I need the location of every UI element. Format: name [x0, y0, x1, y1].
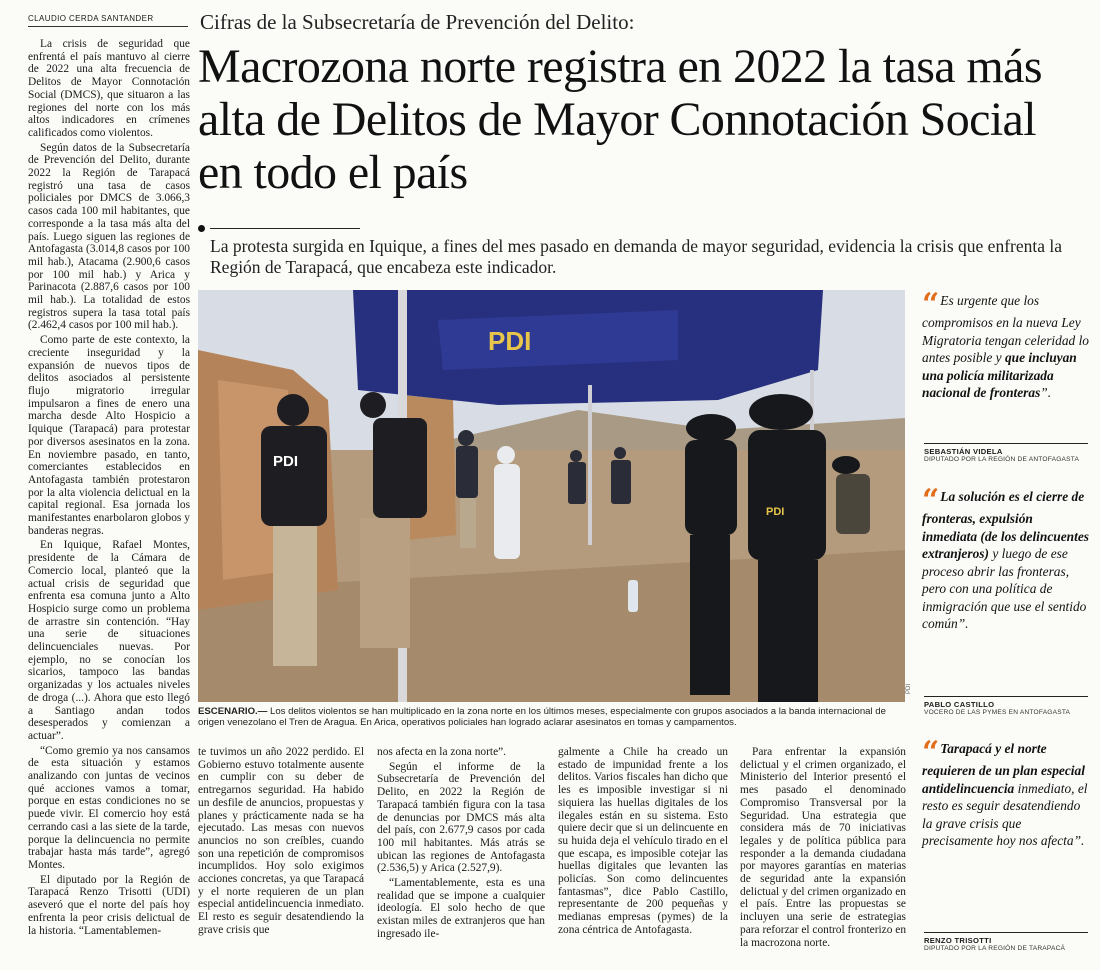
quote-emphasis: Tarapacá y el norte requieren de un plan especial antidelincuencia — [922, 741, 1085, 796]
left-paragraph: Como parte de este contexto, la creciente inseguridad y la expansión de nuevos tipos de delitos asociados al persistente flujo migratorio irregular impulsaron a fines de enero una marcha desde Alto Hospicio a Iquique (Tarapacá) para protestar por diversos asesinatos en la zona. En noviembre pasado, en tanto, comerciantes establecidos en Antofagasta también protestaron por la alta violencia delictual en la capital regional. Esa jornada los manifestantes enarbolaron globos y banderas negras. — [28, 334, 190, 537]
bottom-paragraph: galmente a Chile ha creado un estado de impunidad frente a los delitos. Varios fiscales han dicho que les es imposible investigar si ni siquiera las huellas digitales de los ilegales están en su sistema. Esto quiere decir que si un delincuente en su huida deja el vehículo tirado en el que escapa, es imposible cotejar las huellas digitales que levanten las policías. Son como delincuentes fantasmas”, dice Pablo Castillo, representante de 200 pequeñas y medianas empresas (pymes) de la zona céntrica de Antofagasta. — [558, 746, 728, 936]
author-role: DIPUTADO POR LA REGIÓN DE TARAPACÁ — [924, 945, 1066, 952]
left-paragraph: Según datos de la Subsecretaría de Prevención del Delito, durante 2022 la Región de Tarapacá registró una tasa de casos policiales por DMCS de 3.066,3 casos cada 100 mil habitantes, que corresponde a la tasa más alta del país. Luego siguen las regiones de Antofagasta (3.014,8 casos por 100 mil hab.), Atacama (2.900,6 casos por 100 mil hab.) y Arica y Parinacota (2.887,6 casos por 100 mil hab.). La totalidad de estos registros supera la tasa total país (2.462,4 casos por 100 mil hab.). — [28, 141, 190, 332]
left-paragraph: El diputado por la Región de Tarapacá Renzo Trisotti (UDI) aseveró que el norte del país hoy enfrenta la peor crisis delictual de la historia. “Lamentablemen- — [28, 873, 190, 937]
author-name: PABLO CASTILLO — [924, 700, 995, 709]
bottom-column-1 — [198, 746, 364, 966]
author-role: DIPUTADO POR LA REGIÓN DE ANTOFAGASTA — [924, 456, 1080, 463]
tent-pdi-text: PDI — [488, 326, 532, 356]
quote-emphasis: que incluyan una policía militarizada nacional de fronteras — [922, 350, 1077, 400]
rule-dot — [198, 225, 205, 232]
subheadline: La protesta surgida en Iquique, a fines del mes pasado en demanda de mayor seguridad, evidencia la crisis que enfrenta la Región de Tarapacá, que encabeza este indicador. — [210, 236, 1062, 277]
bottom-paragraph: Según el informe de la Subsecretaría de Prevención del Delito, en 2022 la Región de Tarapacá también figura con la tasa de denuncias por DMCS más alta del país, con 2.677,9 casos por cada 100 mil habitantes. Más atrás se ubican las regiones de Antofagasta (2.536,5) y Arica (2.527,9). — [377, 760, 545, 875]
quote-text-end: y luego de ese proceso abrir las fronteras, pero con una política de inmigración que use el sentido común”. — [922, 546, 1087, 631]
author-role: VOCERO DE LAS PYMES EN ANTOFAGASTA — [924, 709, 1071, 716]
left-column — [28, 38, 190, 966]
vest-pdi-text: PDI — [273, 453, 299, 470]
quote-author-3 — [924, 932, 1088, 952]
quote-text-end: inmediato, el resto es seguir desatendiendo la grave crisis que precisamente hoy nos afecta”. — [922, 780, 1088, 848]
bottom-paragraph: “Lamentablemente, esta es una realidad que se impone a cualquier ideología. El solo hecho de que existan miles de extranjeros que han ingresado ile- — [377, 877, 545, 940]
left-paragraph: “Como gremio ya nos cansamos de esta situación y estamos analizando con juntas de vecinos qué acciones vamos a tomar, porque en estas condiciones no se puede vivir. El comercio hoy está cerrando casi a las siete de la tarde, porque la delincuencia no permite trabajar hasta más tarde”, agregó Montes. — [28, 744, 190, 871]
left-paragraph: En Iquique, Rafael Montes, presidente de la Cámara de Comercio local, planteó que la actual crisis de seguridad que enfrenta esa comuna junto a Alto Hospicio surge como un problema de arrastre sin contención. “Hay una serie de situaciones delincuenciales nuevas. Por ejemplo, no se conocían los sicarios, tampoco las bandas organizadas y los actuales niveles de droga (...). Ahora que esto llegó a Santiago andan todos desesperados y comienzan a actuar”. — [28, 539, 190, 742]
caption-text: Los delitos violentos se han multiplicado en la zona norte en los últimos meses, especialmente con grupos asociados a la banda internacional de origen venezolano el Tren de Aragua. En Arica, operativos policiales han logrado aclarar asesinatos en tomas y campamentos. — [198, 706, 886, 729]
byline: CLAUDIO CERDA SANTANDER — [28, 14, 188, 27]
police-scene-illustration — [198, 290, 905, 702]
rule-line — [210, 228, 360, 229]
quote-text-end: ”. — [1040, 385, 1052, 400]
headline: Macrozona norte registra en 2022 la tasa más alta de Delitos de Mayor Connotación Social en todo el país — [198, 40, 1042, 199]
quote-author-2 — [924, 696, 1088, 716]
quote-emphasis: La solución es el cierre de fronteras, expulsión inmediata (de los delincuentes extranjeros) — [922, 489, 1090, 561]
photo-caption — [198, 706, 905, 729]
quote-mark-icon: “ — [922, 483, 937, 518]
quote-mark-icon: “ — [922, 287, 937, 322]
bottom-column-3 — [558, 746, 728, 966]
bottom-paragraph: te tuvimos un año 2022 perdido. El Gobierno estuvo totalmente ausente en cumplir con su deber de entregarnos seguridad. Ha habido un desfile de anuncios, propuestas y planes y prácticamente nada se ha ejecutado. Las mesas con nuevos anuncios no son creíbles, cuando son una repetición de compromisos incumplidos. Hoy solo exigimos acciones concretas, ya que Tarapacá y el norte requieren de un plan especial antidelincuencia inmediato. El resto es seguir desatendiendo la grave crisis que — [198, 746, 364, 936]
headline-rule — [198, 225, 1088, 231]
author-name: SEBASTIÁN VIDELA — [924, 447, 1003, 456]
quote-author-1 — [924, 443, 1088, 463]
bottom-column-4 — [740, 746, 906, 966]
pull-quote-1 — [922, 287, 1090, 402]
news-photo — [198, 290, 905, 702]
bottom-column-2 — [377, 746, 545, 966]
kicker: Cifras de la Subsecretaría de Prevención del Delito: — [200, 10, 635, 34]
photo-credit: PDI — [906, 683, 912, 694]
pull-quote-3 — [922, 735, 1090, 850]
quote-mark-icon: “ — [922, 735, 937, 770]
quote-text: Es urgente que los compromisos en la nueva Ley Migratoria tengan celeridad lo antes posible y — [922, 293, 1089, 365]
caption-label: ESCENARIO.— — [198, 706, 268, 717]
author-name: RENZO TRISOTTI — [924, 936, 992, 945]
left-paragraph: La crisis de seguridad que enfrentá el país mantuvo al cierre de 2022 una alta frecuencia de Delitos de Mayor Connotación Social (DMCS), que situaron a las regiones del norte con los más altos indicadores en crímenes calificados como violentos. — [28, 38, 190, 139]
officer-pdi-text: PDI — [766, 506, 785, 518]
bottom-paragraph: nos afecta en la zona norte”. — [377, 746, 507, 758]
bottom-paragraph: Para enfrentar la expansión delictual y el crimen organizado, el Ministerio del Interior presentó el mes pasado el denominado Compromiso Transversal por la Seguridad. Una estrategia que considera más de 70 iniciativas legales y de política pública para responder a la demanda ciudadana por mayores garantías en materias de seguridad ante la expansión delictual y del crimen organizado en el país. Entre las propuestas se incluyen una serie de estrategias para reforzar el control fronterizo en la macrozona norte. — [740, 746, 906, 949]
pull-quote-2 — [922, 483, 1090, 633]
